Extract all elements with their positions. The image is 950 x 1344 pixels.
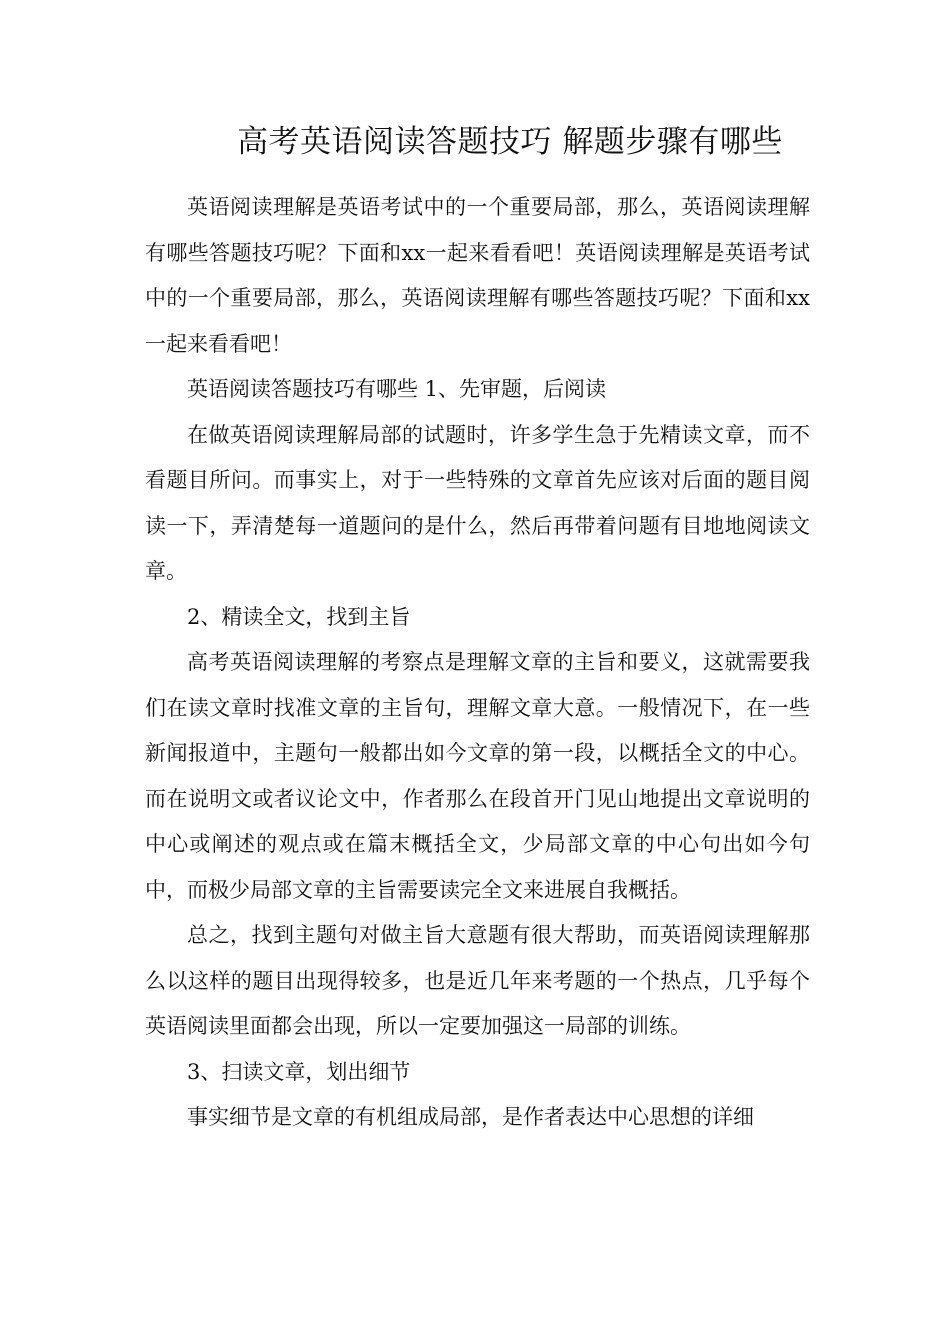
paragraph-intro: 英语阅读理解是英语考试中的一个重要局部，那么，英语阅读理解有哪些答题技巧呢？下面和xx一起来看看吧！英语阅读理解是英语考试中的一个重要局部，那么，英语阅读理解有哪些答题技巧呢？下面和xx一起来看看吧！ — [145, 195, 810, 356]
paragraph-summary: 总之，找到主题句对做主旨大意题有很大帮助，而英语阅读理解那么以这样的题目出现得较多，也是近几年来考题的一个热点，几乎每个英语阅读里面都会出现，所以一定要加强这一局部的训练。 — [145, 923, 810, 1038]
paragraph-heading-2: 2、精读全文，找到主旨 — [187, 604, 411, 629]
document-body — [145, 185, 810, 1141]
paragraph-heading-1: 英语阅读答题技巧有哪些 1、先审题，后阅读 — [187, 377, 607, 401]
paragraph-step-1: 在做英语阅读理解局部的试题时，许多学生急于先精读文章，而不看题目所问。而事实上，对于一些特殊的文章首先应该对后面的题目阅读一下，弄清楚每一道题问的是什么，然后再带着问题有目地地阅读文章。 — [145, 422, 810, 583]
paragraph-step-3: 事实细节是文章的有机组成局部，是作者表达中心思想的详细 — [187, 1105, 754, 1129]
document-title: 高考英语阅读答题技巧 解题步骤有哪些 — [237, 124, 783, 160]
paragraph-step-2: 高考英语阅读理解的考察点是理解文章的主旨和要义，这就需要我们在读文章时找准文章的主旨句，理解文章大意。一般情况下，在一些新闻报道中，主题句一般都出如今文章的第一段，以概括全文的中心。而在说明文或者议论文中，作者那么在段首开门见山地提出文章说明的中心或阐述的观点或在篇末概括全文，少局部文章的中心句出如今句中，而极少局部文章的主旨需要读完全文来进展自我概括。 — [145, 650, 810, 902]
paragraph-heading-3: 3、扫读文章，划出细节 — [187, 1059, 411, 1084]
